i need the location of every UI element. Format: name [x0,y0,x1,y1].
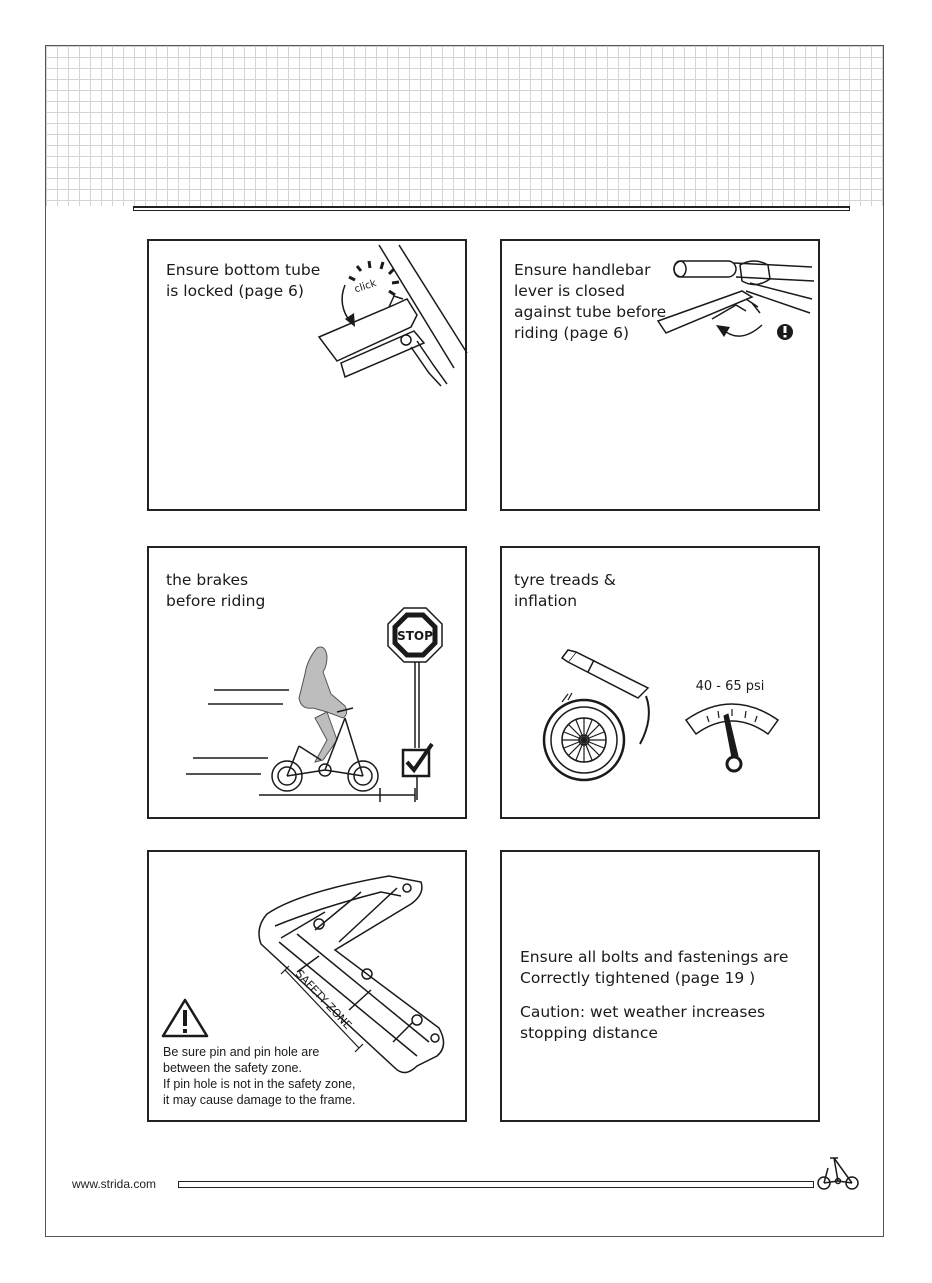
handlebar-text: Ensure handlebar lever is closed against tube before riding (page 6) [514,261,667,342]
pump-icon [562,650,649,744]
stop-sign-icon [388,608,442,662]
exclamation-circle-icon [777,324,793,340]
bottom-tube-illustration [149,241,469,513]
bottom-tube-text: Ensure bottom tube is locked (page 6) [166,261,321,300]
brakes-illustration [149,548,469,821]
panel-safety-zone [147,850,467,1122]
checkmark-box-icon [403,744,432,776]
panel-bottom-tube [147,239,467,511]
caution-text: Caution: wet weather increases stopping distance [520,1003,766,1042]
tyres-text: tyre treads & inflation [514,571,616,610]
pressure-gauge-icon [686,704,778,771]
footer-rule [178,1181,814,1188]
safety-zone-text: Be sure pin and pin hole are between the safety zone. If pin hole is not in the safety zone, it may cause damage to the frame. [163,1045,356,1107]
panel-bolts [500,850,820,1122]
click-label: click [353,277,378,296]
stop-label: STOP [397,629,433,643]
panel-tyres [500,546,820,819]
safety-zone-label: SAFETY ZONE [292,967,355,1032]
tyres-illustration [502,548,822,821]
bolts-text: Ensure all bolts and fastenings are Correctly tightened (page 19 ) [520,948,789,987]
handlebar-illustration [502,241,822,513]
footer-url: www.strida.com [72,1177,157,1191]
bicycle-icon [812,1152,862,1192]
wheel-icon [544,693,624,780]
gauge-label: 40 - 65 psi [695,679,765,694]
header-rule [133,206,850,211]
rider-figure [299,647,347,762]
brakes-text: the brakes before riding [166,571,266,610]
warning-triangle-icon [163,1000,207,1036]
header-grid-band [46,46,883,206]
panel-handlebar [500,239,820,511]
panel-brakes [147,546,467,819]
